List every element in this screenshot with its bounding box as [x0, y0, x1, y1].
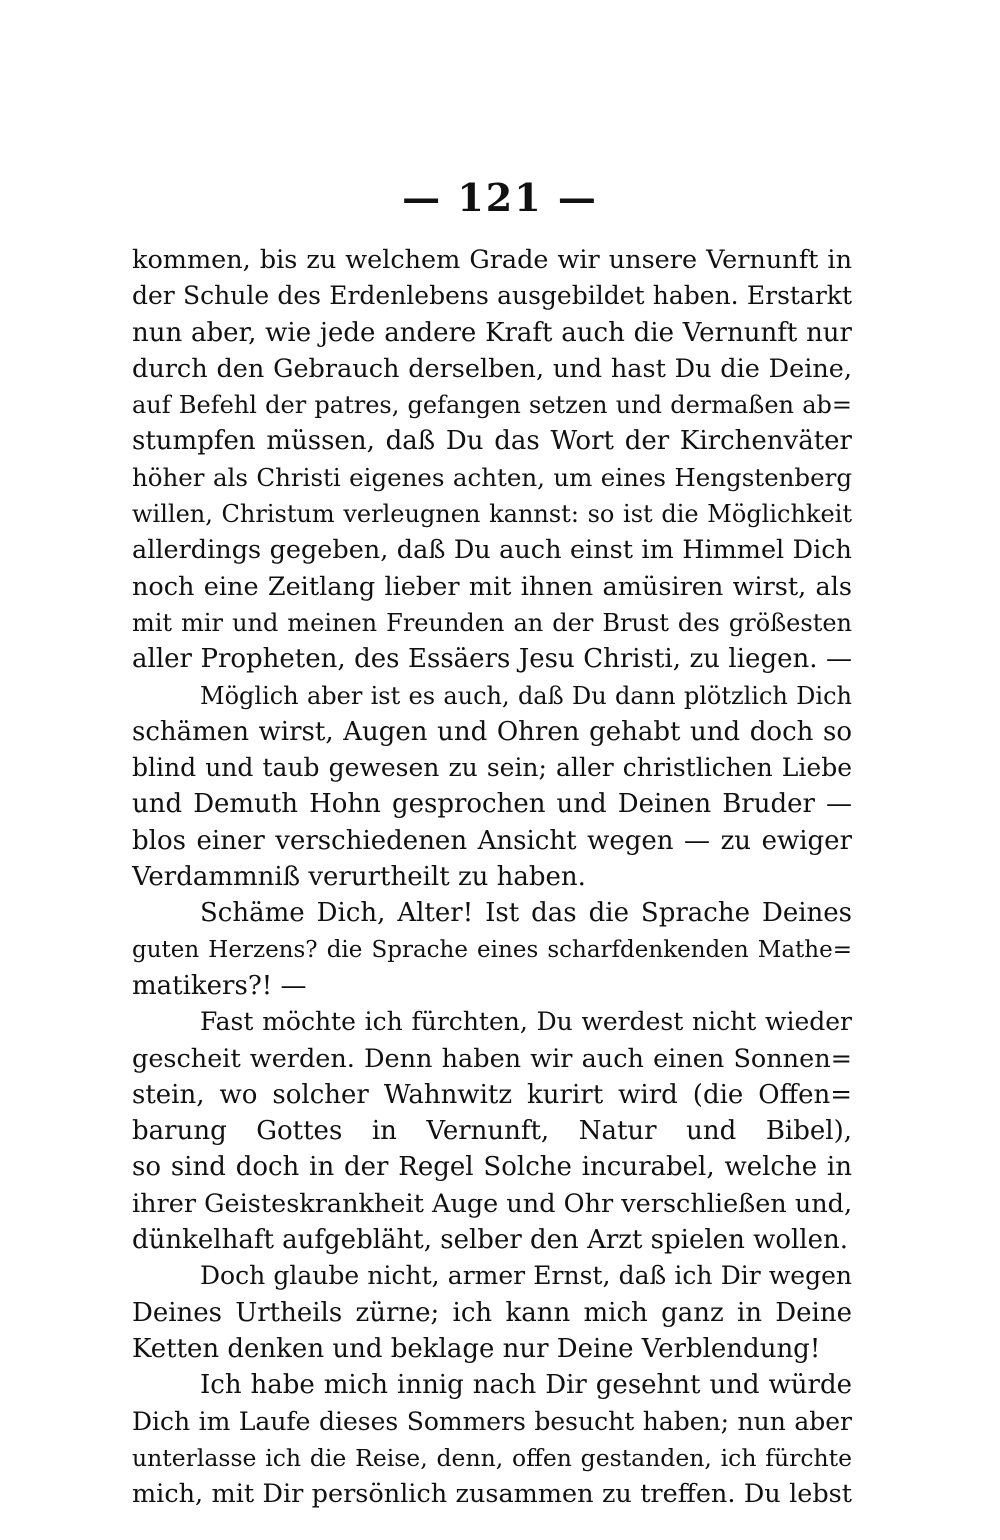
text-line: Deines Urtheils zürne; ich kann mich ganz in Deine	[132, 1297, 852, 1328]
page-number: — 121 —	[402, 175, 598, 220]
text-line: unterlasse ich die Reise, denn, offen gestanden, ich fürchte	[132, 1443, 852, 1472]
text-line: matikers?! —	[132, 970, 307, 1001]
text-line: dünkelhaft aufgebläht, selber den Arzt spielen wollen.	[132, 1225, 849, 1256]
text-line: aller Propheten, des Essäers Jesu Christi, zu liegen. —	[132, 644, 852, 675]
text-line: der Schule des Erdenlebens ausgebildet haben. Erstarkt	[132, 281, 852, 311]
text-line: und Demuth Hohn gesprochen und Deinen Bruder —	[132, 789, 852, 820]
text-line: schämen wirst, Augen und Ohren gehabt und doch so	[132, 716, 852, 747]
text-line: nun aber, wie jede andere Kraft auch die Vernunft nur	[132, 317, 852, 348]
text-line: durch den Gebrauch derselben, und hast Du die Deine,	[132, 353, 852, 384]
text-line: noch eine Zeitlang lieber mit ihnen amüsiren wirst, als	[132, 571, 852, 602]
text-line: guten Herzens? die Sprache eines scharfdenkenden Mathe=	[132, 936, 852, 963]
text-line: höher als Christi eigenes achten, um eines Hengstenberg	[132, 462, 852, 492]
text-line: blind und taub gewesen zu sein; aller christlichen Liebe	[132, 753, 852, 783]
text-line: allerdings gegeben, daß Du auch einst im Himmel Dich	[132, 535, 852, 566]
text-line: auf Befehl der patres, gefangen setzen und dermaßen ab=	[132, 391, 852, 420]
text-line: Ich habe mich innig nach Dir gesehnt und würde	[200, 1370, 852, 1401]
text-line: willen, Christum verleugnen kannst: so ist die Möglichkeit	[132, 500, 852, 529]
text-line: stumpfen müssen, daß Du das Wort der Kirchenväter	[132, 426, 852, 457]
text-line: mich, mit Dir persönlich zusammen zu treffen. Du lebst	[132, 1479, 852, 1510]
text-line: stein, wo solcher Wahnwitz kurirt wird (die Offen=	[132, 1079, 852, 1110]
text-line: Schäme Dich, Alter! Ist das die Sprache Deines	[200, 898, 852, 929]
text-line: barung Gottes in Vernunft, Natur und Bibel),	[132, 1116, 852, 1147]
text-line: Doch glaube nicht, armer Ernst, daß ich Dir wegen	[200, 1261, 852, 1291]
text-line: Dich im Laufe dieses Sommers besucht haben; nun aber	[132, 1406, 852, 1436]
text-line: ihrer Geisteskrankheit Auge und Ohr verschließen und,	[132, 1188, 852, 1219]
text-line: kommen, bis zu welchem Grade wir unsere Vernunft in	[132, 245, 852, 275]
body-text	[132, 242, 852, 1512]
text-line: Ketten denken und beklage nur Deine Verblendung!	[132, 1333, 821, 1364]
text-line: mit mir und meinen Freunden an der Brust des größesten	[132, 608, 852, 637]
text-line: so sind doch in der Regel Solche incurabel, welche in	[132, 1152, 852, 1183]
text-line: Verdammniß verurtheilt zu haben.	[132, 862, 586, 893]
text-line: blos einer verschiedenen Ansicht wegen — zu ewiger	[132, 825, 852, 856]
text-line: gescheit werden. Denn haben wir auch einen Sonnen=	[132, 1043, 852, 1074]
text-line: Möglich aber ist es auch, daß Du dann plötzlich Dich	[200, 681, 852, 710]
text-line: Fast möchte ich fürchten, Du werdest nicht wieder	[200, 1007, 852, 1037]
